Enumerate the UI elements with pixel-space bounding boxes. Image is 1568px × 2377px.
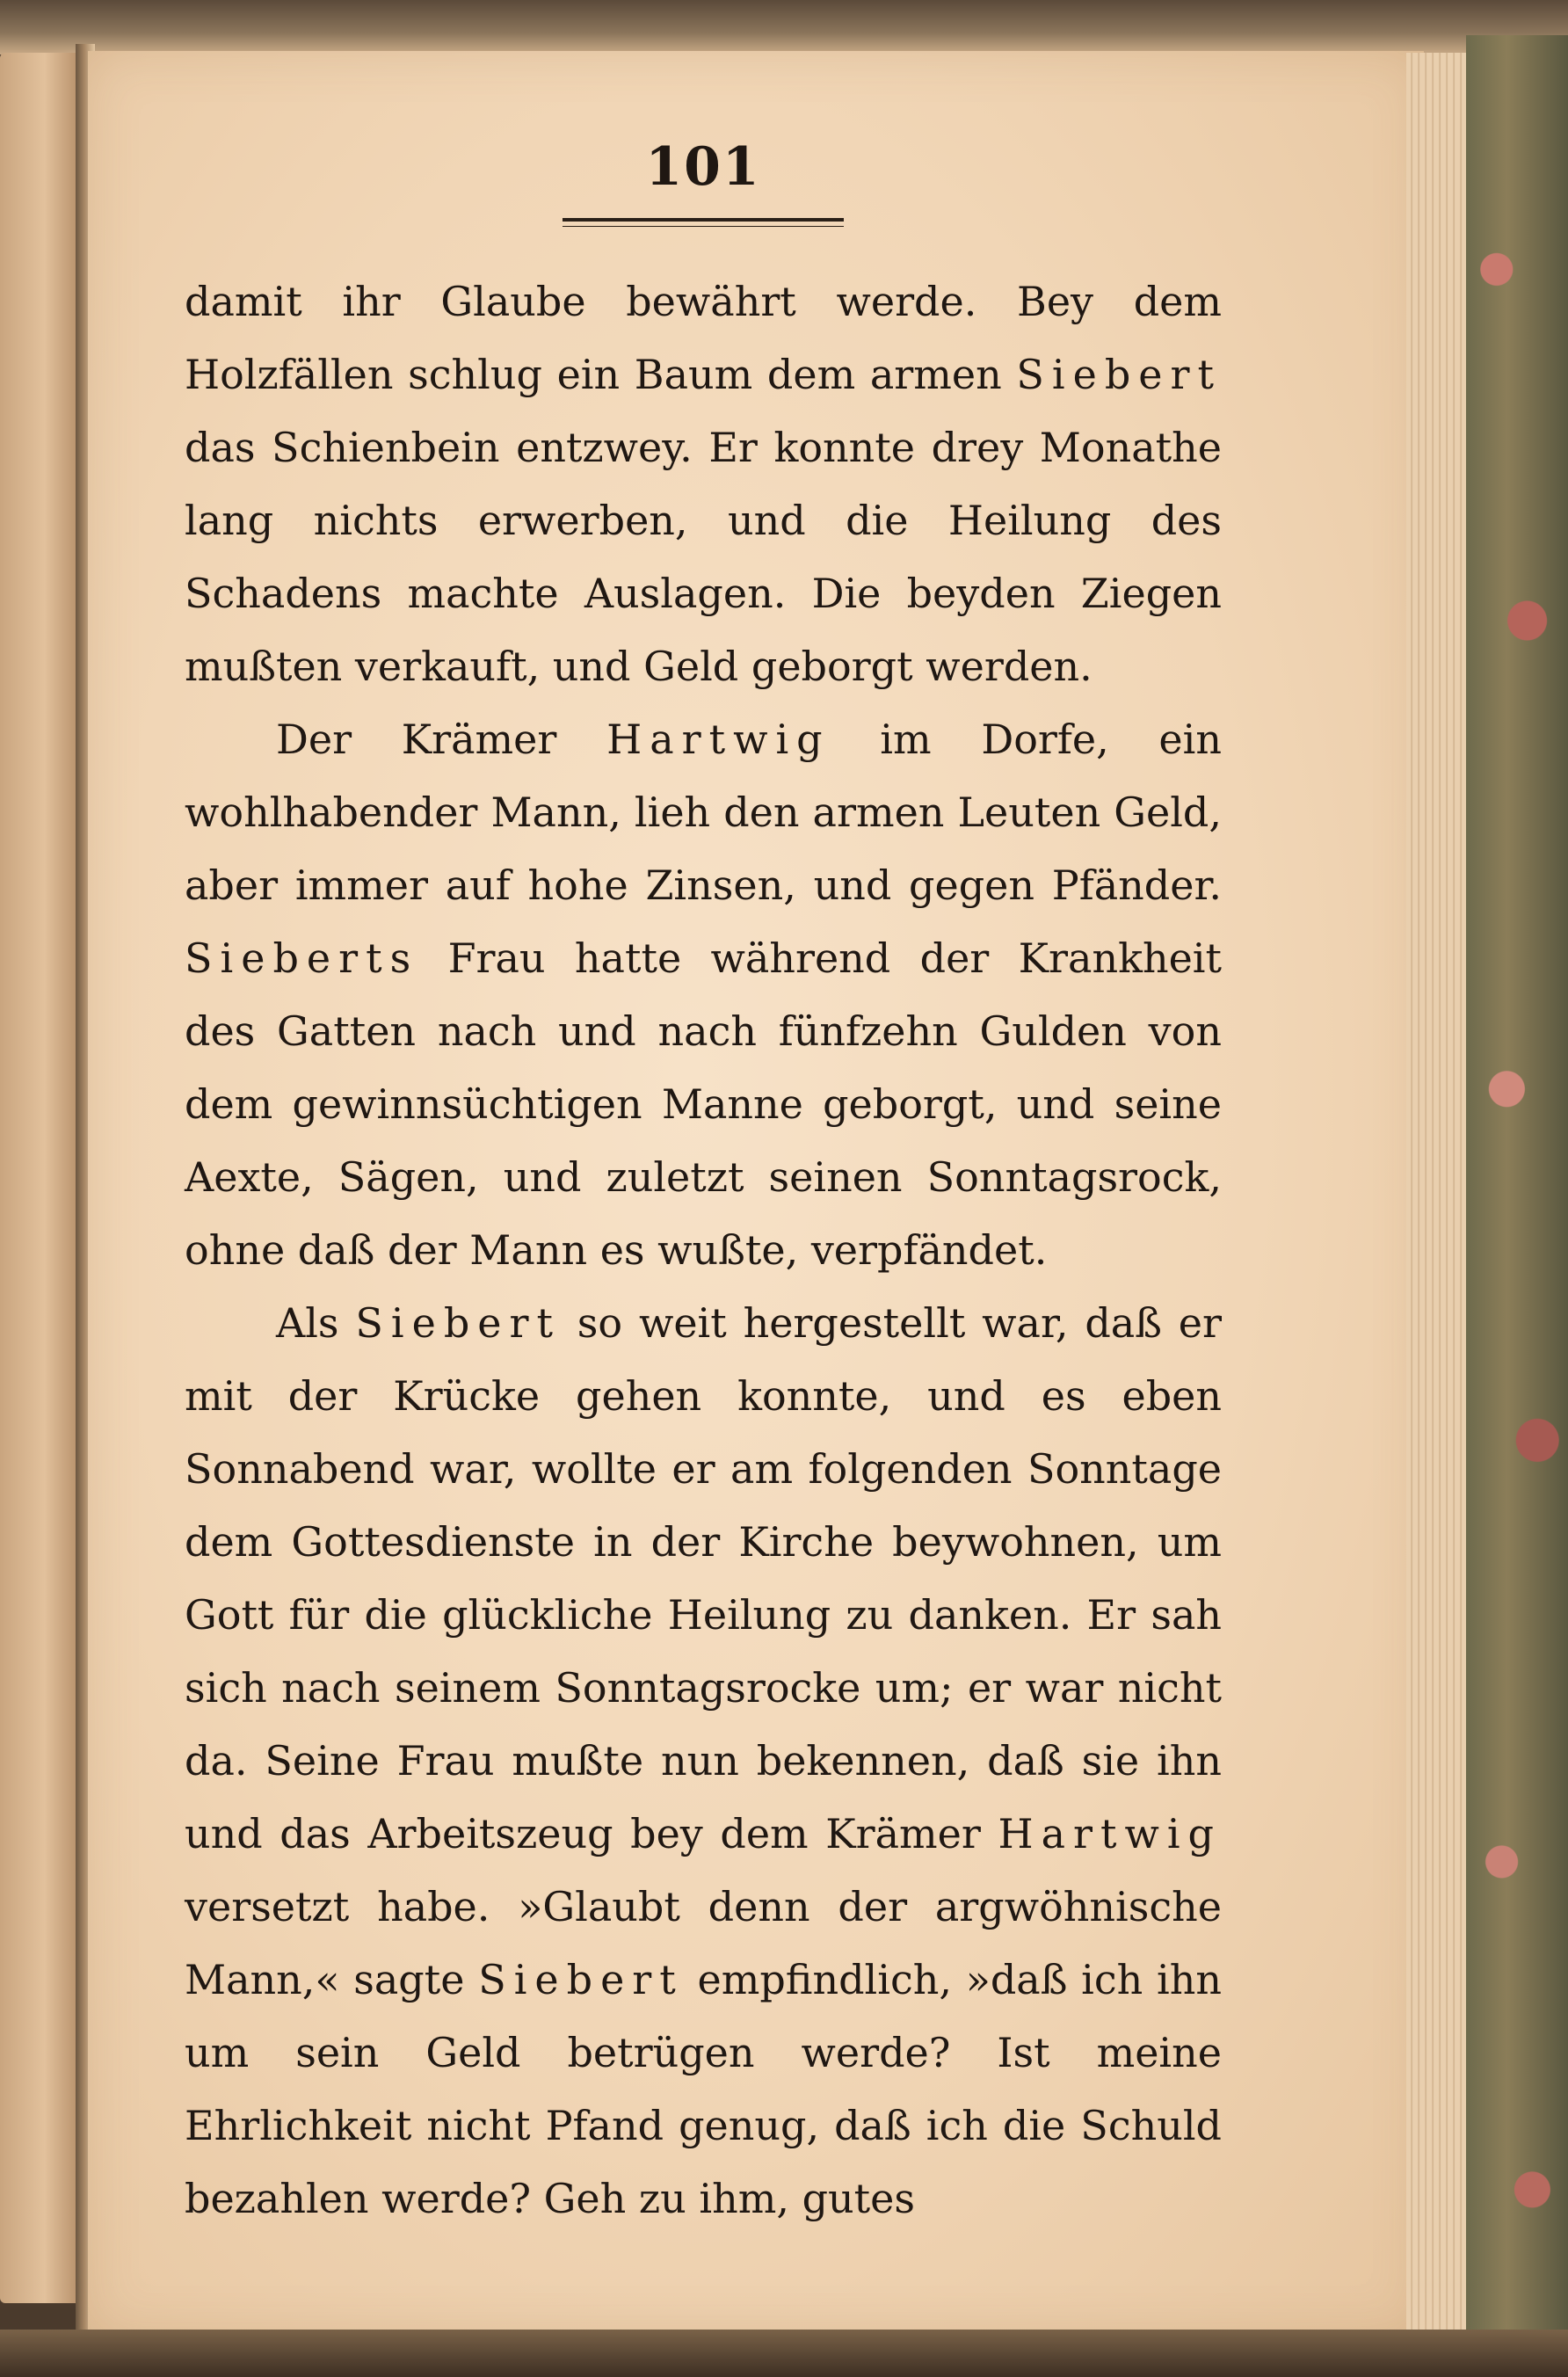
text-run: Frau hatte während der Krankheit des Gatten nach und nach fünfzehn Gulden von dem gewinnsüchtigen Manne geborgt, und seine Aexte, Sägen, und zuletzt seinen Sonntagsrock, ohne daß der Mann es wußte, verpfändet.: [185, 934, 1222, 1274]
page-text-block: [185, 132, 1222, 2235]
text-run: empfindlich, »daß ich ihn um sein Geld betrügen werde? Ist meine Ehrlichkeit nicht Pfand genug, daß ich die Schuld bezahlen werde? Geh zu ihm, gutes: [185, 1956, 1222, 2222]
text-run: Als: [276, 1299, 356, 1347]
spaced-name: Siebert: [478, 1956, 684, 2003]
paragraph: [185, 265, 1222, 703]
spaced-name: Siebert: [355, 1299, 561, 1347]
text-run: damit ihr Glaube bewährt werde. Bey dem Holzfällen schlug ein Baum dem armen: [185, 278, 1222, 398]
text-run: so weit hergestellt war, daß er mit der Krücke gehen konnte, und es eben Sonnabend war, wollte er am folgenden Sonntage dem Gottesdienste in der Kirche beywohnen, um Gott für die glückliche Heilung zu danken. Er sah sich nach seinem Sonntagsrocke um; er war nicht da. Seine Frau mußte nun bekennen, daß sie ihn und das Arbeitszeug bey dem Krämer: [185, 1299, 1222, 1857]
header-rule: [563, 218, 844, 227]
previous-page-edge: [0, 53, 81, 2303]
spaced-name: Siebert: [1016, 351, 1222, 398]
paragraph: [185, 703, 1222, 1287]
text-run: das Schienbein entzwey. Er konnte drey Monathe lang nichts erwerben, und die Heilung des Schadens machte Auslagen. Die beyden Ziegen mußten verkauft, und Geld geborgt werden.: [185, 424, 1222, 690]
scan-top-edge: [0, 0, 1568, 55]
page-stack-edge: [1406, 53, 1468, 2338]
spaced-name: Hartwig: [998, 1810, 1222, 1857]
text-run: im Dorfe, ein wohlhabender Mann, lieh den armen Leuten Geld, aber immer auf hohe Zinsen, und gegen Pfänder.: [185, 716, 1222, 909]
spaced-name: Hartwig: [606, 716, 831, 763]
text-run: versetzt habe. »Glaubt denn der argwöhnische Mann,« sagte: [185, 1883, 1222, 2003]
spaced-name: Sieberts: [185, 934, 419, 982]
paragraph: [185, 1287, 1222, 2235]
marbled-cover: [1466, 35, 1568, 2377]
body-text: [185, 265, 1222, 2235]
scan-bottom-edge: [0, 2330, 1568, 2377]
text-run: Der Krämer: [276, 716, 607, 763]
page-number: 101: [645, 136, 761, 198]
